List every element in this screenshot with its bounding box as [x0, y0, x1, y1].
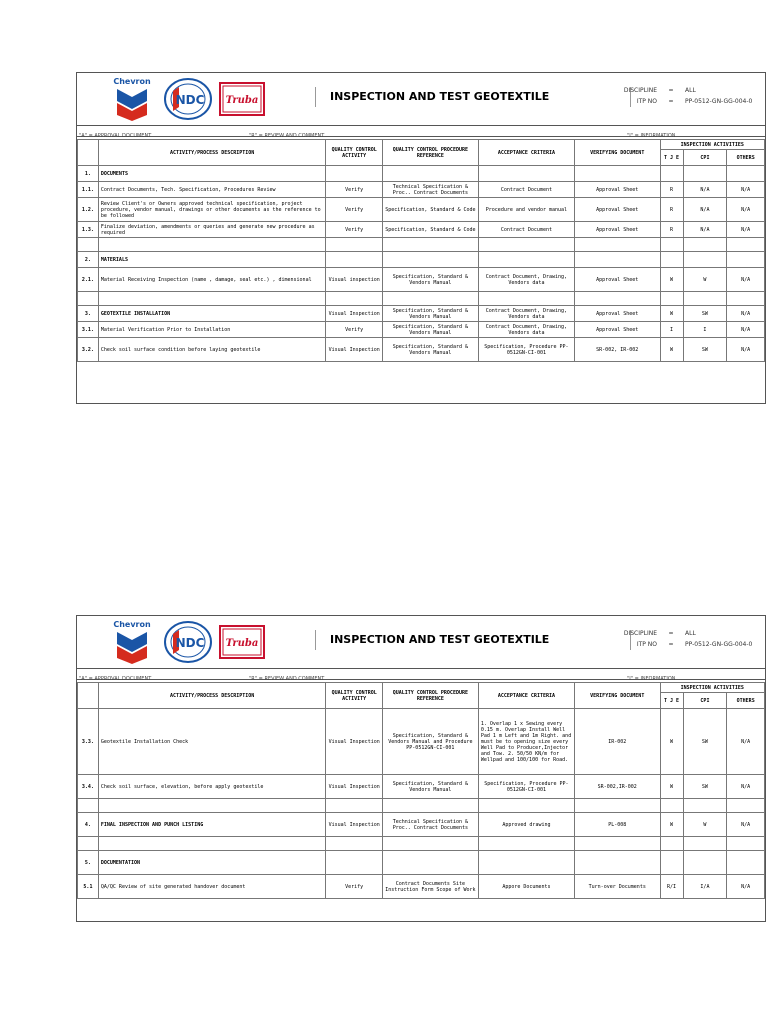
qc-activity-cell — [326, 238, 382, 252]
tje-cell: R/I — [660, 875, 683, 899]
logo-group — [107, 618, 265, 666]
svg-text:Truba: Truba — [225, 638, 259, 649]
itp-sheet-page-2 — [76, 615, 766, 922]
others-cell: N/A — [727, 268, 765, 292]
acceptance-cell: Specification, Procedure PP-0512GN-CI-001 — [478, 338, 574, 362]
document-meta: DISCIPLINE = ALL ITP NO = PP-0512-GN-GG-004-0 — [623, 630, 753, 648]
tje-cell: W — [660, 268, 683, 292]
table-row — [78, 338, 765, 362]
tje-cell: R — [660, 222, 683, 238]
activity-cell — [98, 292, 326, 306]
activity-cell: Geotextile Installation Check — [98, 709, 326, 775]
qc-reference-cell — [382, 166, 478, 182]
itp-sheet-page-1 — [76, 72, 766, 404]
others-cell: N/A — [727, 875, 765, 899]
acceptance-cell: Specification, Procedure PP-0512GN-CI-001 — [478, 775, 574, 799]
activity-cell: Finalize deviation, amendments or queries and generate new procedure as required — [98, 222, 326, 238]
row-number — [78, 799, 99, 813]
cpi-cell — [683, 851, 727, 875]
blank-row — [78, 238, 765, 252]
itp-table-page-1: ACTIVITY/PROCESS DESCRIPTION QUALITY CONTROL ACTIVITY QUALITY CONTROL PROCEDURE REFERENCE ACCEPTANCE CRITERIA VERIFYING DOCUMENT INSPECTION ACTIVITIES T J E CPI OTHERS 1. DOCUMENTS 1.1. Contract Documents, Tech. Specification, Procedures Review Verify Technical Specification & Proc.. Contract Documents Contract Document Approval Sheet R N/A N/A 1.2. Review Client's or Owners approved technical specification, project procedure, vendor manual, drawings or other documents as the reference to be followed Verify Specification, Standard & Code Procedure and vendor manual Approval Sheet R N/A N/A 1.3. Finalize deviation, amendments or queries and generate new procedure as required Verify Specification, Standard & Code Contract Document Approval Sheet R N/A N/A 2. MATERIALS 2.1. Material Receiving Inspection (name , damage, seal etc.) , dimensional Visual inspection Specification, Standard & Vendors Manual Contract Document, Drawing, Vendors data Approval Sheet W W N/A 3. GEOTEXTILE INSTALLATION Visual Inspection Specification, Standard & Vendors Manual Contract Document, Drawing, Vendors data Approval Sheet W SW N/A 3.1. Material Verification Prior to Installation Verify Specification, Standard & Vendors Manual Contract Document, Drawing, Vendors data Approval Sheet I I N/A 3.2. Check soil surface condition before laying geotextile Visual Inspection Specification, Standard & Vendors Manual Specification, Procedure PP-0512GN-CI-001 SR-002, IR-002 W SW N/A — [77, 139, 765, 362]
tje-cell: W — [660, 709, 683, 775]
acceptance-cell: Contract Document, Drawing, Vendors data — [478, 306, 574, 322]
qc-reference-cell — [382, 799, 478, 813]
cpi-cell: N/A — [683, 198, 727, 222]
qc-reference-cell: Contract Documents Site Instruction Form Scope of Work — [382, 875, 478, 899]
row-number — [78, 837, 99, 851]
verifying-cell — [574, 292, 660, 306]
others-cell — [727, 799, 765, 813]
blank-row — [78, 799, 765, 813]
qc-activity-cell: Visual Inspection — [326, 338, 382, 362]
qc-reference-cell — [382, 252, 478, 268]
tje-cell — [660, 166, 683, 182]
col-inspection: INSPECTION ACTIVITIES — [660, 683, 764, 693]
acceptance-cell — [478, 292, 574, 306]
chevron-logo: Chevron — [107, 620, 157, 664]
qc-activity-cell — [326, 292, 382, 306]
acceptance-cell: Contract Document — [478, 182, 574, 198]
qc-reference-cell: Specification, Standard & Vendors Manual — [382, 322, 478, 338]
acceptance-cell — [478, 799, 574, 813]
others-cell — [727, 252, 765, 268]
activity-cell: Material Receiving Inspection (name , damage, seal etc.) , dimensional — [98, 268, 326, 292]
row-number: 1.2. — [78, 198, 99, 222]
document-title: INSPECTION AND TEST GEOTEXTILE — [315, 630, 631, 650]
qc-reference-cell: Specification, Standard & Vendors Manual — [382, 306, 478, 322]
others-cell — [727, 238, 765, 252]
tje-cell: W — [660, 306, 683, 322]
activity-cell: QA/QC Review of site generated handover document — [98, 875, 326, 899]
cpi-cell: SW — [683, 775, 727, 799]
tje-cell: W — [660, 813, 683, 837]
ndc-logo — [163, 620, 213, 664]
table-row — [78, 813, 765, 837]
cpi-cell — [683, 166, 727, 182]
qc-reference-cell — [382, 292, 478, 306]
table-body-page-1 — [78, 166, 765, 362]
others-cell — [727, 837, 765, 851]
qc-reference-cell — [382, 238, 478, 252]
cpi-cell: W — [683, 813, 727, 837]
cpi-cell — [683, 837, 727, 851]
verifying-cell — [574, 851, 660, 875]
table-body-page-2 — [78, 709, 765, 899]
document-meta: DISCIPLINE = ALL ITP NO = PP-0512-GN-GG-004-0 — [623, 87, 753, 105]
qc-activity-cell: Verify — [326, 222, 382, 238]
row-number: 3.2. — [78, 338, 99, 362]
table-row — [78, 775, 765, 799]
cpi-cell: SW — [683, 306, 727, 322]
verifying-cell — [574, 166, 660, 182]
itp-number: PP-0512-GN-GG-004-0 — [685, 641, 753, 648]
verifying-cell: SR-002,IR-002 — [574, 775, 660, 799]
col-inspection: INSPECTION ACTIVITIES — [660, 140, 764, 150]
verifying-cell: PL-008 — [574, 813, 660, 837]
row-number: 1.1. — [78, 182, 99, 198]
activity-cell — [98, 837, 326, 851]
cpi-cell — [683, 292, 727, 306]
blank-row — [78, 292, 765, 306]
verifying-cell — [574, 238, 660, 252]
activity-cell: MATERIALS — [98, 252, 326, 268]
others-cell: N/A — [727, 322, 765, 338]
table-row — [78, 875, 765, 899]
cpi-cell: I — [683, 322, 727, 338]
acceptance-cell: Procedure and vendor manual — [478, 198, 574, 222]
acceptance-cell — [478, 851, 574, 875]
col-activity: ACTIVITY/PROCESS DESCRIPTION — [98, 683, 326, 709]
qc-reference-cell: Specification, Standard & Vendors Manual — [382, 268, 478, 292]
tje-cell — [660, 238, 683, 252]
document-title: INSPECTION AND TEST GEOTEXTILE — [315, 87, 631, 107]
row-number: 2.1. — [78, 268, 99, 292]
table-row — [78, 166, 765, 182]
activity-cell — [98, 799, 326, 813]
qc-reference-cell: Specification, Standard & Vendors Manual and Procedure PP-0512GN-CI-001 — [382, 709, 478, 775]
activity-cell: Material Verification Prior to Installation — [98, 322, 326, 338]
cpi-cell: N/A — [683, 182, 727, 198]
activity-cell: DOCUMENTATION — [98, 851, 326, 875]
others-cell — [727, 166, 765, 182]
acceptance-cell — [478, 837, 574, 851]
qc-reference-cell — [382, 837, 478, 851]
verifying-cell: IR-002 — [574, 709, 660, 775]
row-number: 3.4. — [78, 775, 99, 799]
col-qc-reference: QUALITY CONTROL PROCEDURE REFERENCE — [382, 140, 478, 166]
tje-cell — [660, 252, 683, 268]
verifying-cell: Approval Sheet — [574, 198, 660, 222]
qc-activity-cell: Visual Inspection — [326, 775, 382, 799]
acceptance-cell: Contract Document — [478, 222, 574, 238]
verifying-cell: Approval Sheet — [574, 268, 660, 292]
tje-cell: W — [660, 338, 683, 362]
others-cell: N/A — [727, 338, 765, 362]
activity-cell: Contract Documents, Tech. Specification, Procedures Review — [98, 182, 326, 198]
svg-text:NDC: NDC — [175, 93, 205, 107]
activity-cell: FINAL INSPECTION AND PUNCH LISTING — [98, 813, 326, 837]
svg-text:Truba: Truba — [225, 95, 259, 106]
verifying-cell: Approval Sheet — [574, 222, 660, 238]
table-row — [78, 222, 765, 238]
table-row — [78, 851, 765, 875]
qc-activity-cell — [326, 799, 382, 813]
acceptance-cell: Approved drawing — [478, 813, 574, 837]
verifying-cell: Approval Sheet — [574, 322, 660, 338]
row-number: 2. — [78, 252, 99, 268]
cpi-cell: I/A — [683, 875, 727, 899]
ndc-logo — [163, 77, 213, 121]
qc-activity-cell — [326, 166, 382, 182]
sheet-header — [77, 616, 765, 669]
truba-logo — [219, 625, 265, 659]
discipline-value: ALL — [685, 87, 696, 94]
truba-logo — [219, 82, 265, 116]
table-row — [78, 252, 765, 268]
row-number: 5. — [78, 851, 99, 875]
itp-table-page-2: ACTIVITY/PROCESS DESCRIPTION QUALITY CONTROL ACTIVITY QUALITY CONTROL PROCEDURE REFERENCE ACCEPTANCE CRITERIA VERIFYING DOCUMENT INSPECTION ACTIVITIES T J E CPI OTHERS 3.3. Geotextile Installation Check Visual Inspection Specification, Standard & Vendors Manual and Procedure PP-0512GN-CI-001 1. Overlap 1 x Sewing every 0.15 m. Overlap Install Well Pad 1 m Left and 1m Right. and must be to opening size every Well Pad to Producer,Injector and Tow. 2. 50/50 KN/m for Wellpad and 100/100 for Road. IR-002 W SW N/A 3.4. Check soil surface, elevation, before apply geotextile Visual Inspection Specification, Standard & Vendors Manual Specification, Procedure PP-0512GN-CI-001 SR-002,IR-002 W SW N/A 4. FINAL INSPECTION AND PUNCH LISTING Visual Inspection Technical Specification & Proc.. Contract Documents Approved drawing PL-008 W W N/A 5. DOCUMENTATION 5.1 QA/QC Review of site generated handover document Verify Contract Documents Site Instruction Form Scope of Work Appore Documents Turn-over Documents R/I I/A N/A — [77, 682, 765, 899]
verifying-cell — [574, 799, 660, 813]
tje-cell — [660, 851, 683, 875]
row-number: 1.3. — [78, 222, 99, 238]
verifying-cell — [574, 837, 660, 851]
others-cell: N/A — [727, 813, 765, 837]
row-number: 3. — [78, 306, 99, 322]
cpi-cell: SW — [683, 338, 727, 362]
chevron-logo: Chevron — [107, 77, 157, 121]
qc-reference-cell — [382, 851, 478, 875]
others-cell: N/A — [727, 198, 765, 222]
activity-cell: Check soil surface, elevation, before apply geotextile — [98, 775, 326, 799]
tje-cell — [660, 292, 683, 306]
acceptance-cell: 1. Overlap 1 x Sewing every 0.15 m. Overlap Install Well Pad 1 m Left and 1m Right. and must be to opening size every Well Pad to Producer,Injector and Tow. 2. 50/50 KN/m for Wellpad and 100/100 for Road. — [478, 709, 574, 775]
qc-activity-cell: Visual Inspection — [326, 709, 382, 775]
tje-cell: W — [660, 775, 683, 799]
others-cell: N/A — [727, 775, 765, 799]
tje-cell: R — [660, 182, 683, 198]
col-qc-activity: QUALITY CONTROL ACTIVITY — [326, 140, 382, 166]
others-cell — [727, 292, 765, 306]
col-verifying: VERIFYING DOCUMENT — [574, 683, 660, 709]
cpi-cell — [683, 238, 727, 252]
qc-activity-cell: Verify — [326, 875, 382, 899]
qc-activity-cell — [326, 851, 382, 875]
verifying-cell: SR-002, IR-002 — [574, 338, 660, 362]
verifying-cell: Approval Sheet — [574, 182, 660, 198]
table-row — [78, 709, 765, 775]
table-row — [78, 198, 765, 222]
verifying-cell: Turn-over Documents — [574, 875, 660, 899]
tje-cell: R — [660, 198, 683, 222]
acceptance-cell: Contract Document, Drawing, Vendors data — [478, 322, 574, 338]
cpi-cell: W — [683, 268, 727, 292]
table-row — [78, 306, 765, 322]
others-cell: N/A — [727, 709, 765, 775]
acceptance-cell — [478, 252, 574, 268]
qc-activity-cell — [326, 252, 382, 268]
acceptance-cell: Appore Documents — [478, 875, 574, 899]
table-row — [78, 182, 765, 198]
row-number: 1. — [78, 166, 99, 182]
qc-reference-cell: Specification, Standard & Code — [382, 222, 478, 238]
qc-activity-cell: Visual Inspection — [326, 306, 382, 322]
col-acceptance: ACCEPTANCE CRITERIA — [478, 683, 574, 709]
cpi-cell — [683, 799, 727, 813]
row-number: 4. — [78, 813, 99, 837]
qc-reference-cell: Specification, Standard & Code — [382, 198, 478, 222]
discipline-value: ALL — [685, 630, 696, 637]
sheet-header — [77, 73, 765, 126]
verifying-cell: Approval Sheet — [574, 306, 660, 322]
activity-cell — [98, 238, 326, 252]
qc-activity-cell: Verify — [326, 322, 382, 338]
row-number: 3.1. — [78, 322, 99, 338]
row-number: 3.3. — [78, 709, 99, 775]
tje-cell: I — [660, 322, 683, 338]
col-qc-activity: QUALITY CONTROL ACTIVITY — [326, 683, 382, 709]
blank-row — [78, 837, 765, 851]
qc-reference-cell: Technical Specification & Proc.. Contract Documents — [382, 182, 478, 198]
cpi-cell — [683, 252, 727, 268]
qc-activity-cell — [326, 837, 382, 851]
acceptance-cell — [478, 166, 574, 182]
qc-activity-cell: Visual Inspection — [326, 813, 382, 837]
row-number — [78, 292, 99, 306]
qc-activity-cell: Visual inspection — [326, 268, 382, 292]
others-cell: N/A — [727, 222, 765, 238]
cpi-cell: N/A — [683, 222, 727, 238]
others-cell: N/A — [727, 182, 765, 198]
tje-cell — [660, 799, 683, 813]
col-activity: ACTIVITY/PROCESS DESCRIPTION — [98, 140, 326, 166]
table-row — [78, 322, 765, 338]
row-number — [78, 238, 99, 252]
itp-number: PP-0512-GN-GG-004-0 — [685, 98, 753, 105]
legend-row: "A" = APPROVAL DOCUMENT "R" = REVIEW AND COMMENT "I" = INFORMATION — [79, 133, 676, 139]
acceptance-cell: Contract Document, Drawing, Vendors data — [478, 268, 574, 292]
table-row — [78, 268, 765, 292]
col-acceptance: ACCEPTANCE CRITERIA — [478, 140, 574, 166]
activity-cell: DOCUMENTS — [98, 166, 326, 182]
qc-activity-cell: Verify — [326, 182, 382, 198]
tje-cell — [660, 837, 683, 851]
others-cell: N/A — [727, 306, 765, 322]
activity-cell: GEOTEXTILE INSTALLATION — [98, 306, 326, 322]
legend-row: "A" = APPROVAL DOCUMENT "R" = REVIEW AND COMMENT "I" = INFORMATION — [79, 676, 676, 682]
qc-reference-cell: Technical Specification & Proc.. Contract Documents — [382, 813, 478, 837]
logo-group — [107, 75, 265, 123]
svg-text:NDC: NDC — [175, 636, 205, 650]
activity-cell: Review Client's or Owners approved technical specification, project procedure, vendor manual, drawings or other documents as the reference to be followed — [98, 198, 326, 222]
cpi-cell: SW — [683, 709, 727, 775]
col-verifying: VERIFYING DOCUMENT — [574, 140, 660, 166]
row-number: 5.1 — [78, 875, 99, 899]
qc-activity-cell: Verify — [326, 198, 382, 222]
acceptance-cell — [478, 238, 574, 252]
col-qc-reference: QUALITY CONTROL PROCEDURE REFERENCE — [382, 683, 478, 709]
qc-reference-cell: Specification, Standard & Vendors Manual — [382, 775, 478, 799]
activity-cell: Check soil surface condition before laying geotextile — [98, 338, 326, 362]
others-cell — [727, 851, 765, 875]
qc-reference-cell: Specification, Standard & Vendors Manual — [382, 338, 478, 362]
verifying-cell — [574, 252, 660, 268]
